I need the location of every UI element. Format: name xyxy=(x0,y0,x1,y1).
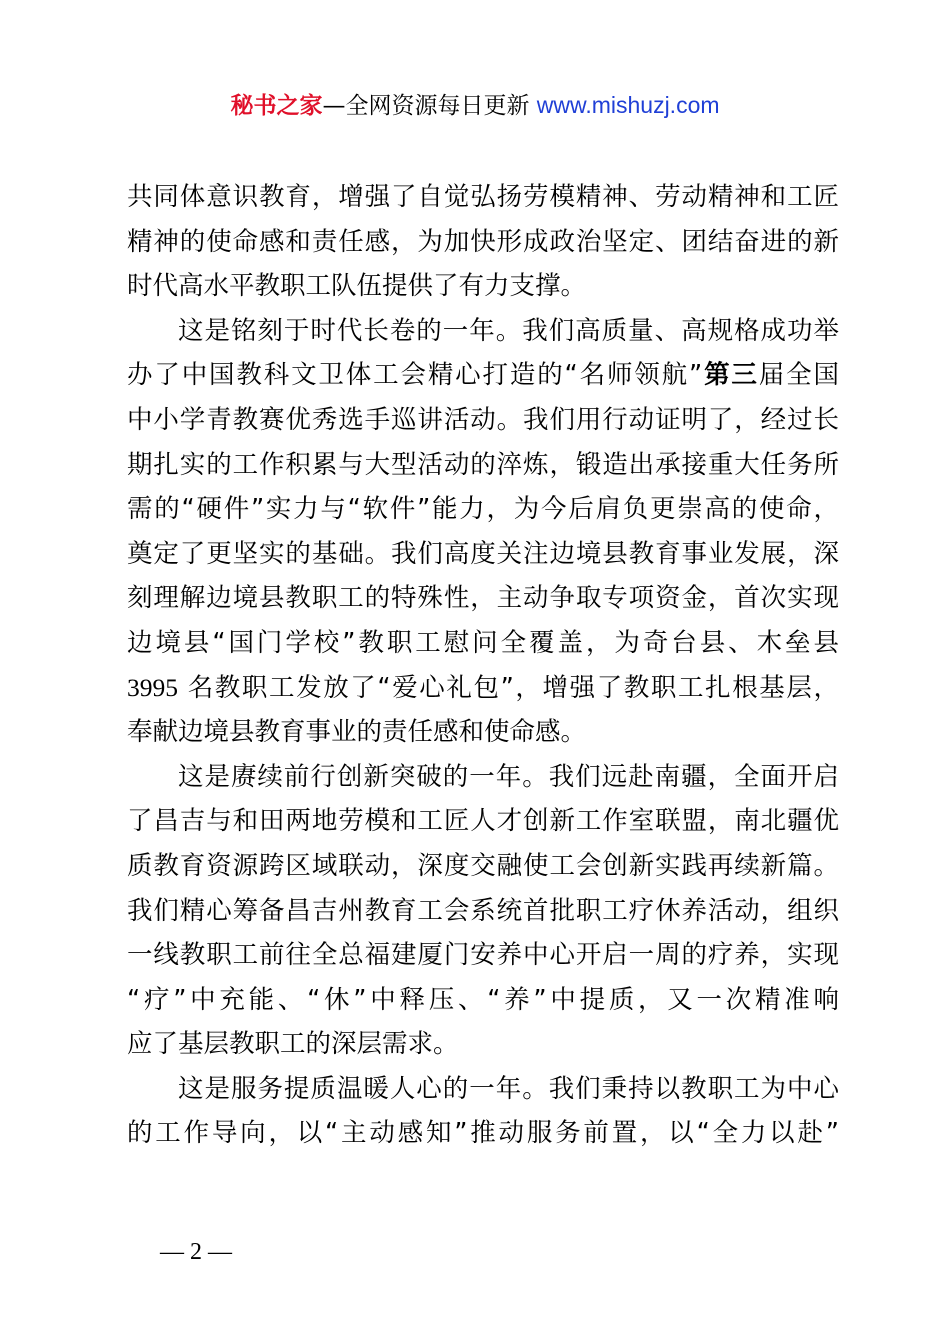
text-line: 奠定了更坚实的基础。我们高度关注边境县教育事业发展，深 xyxy=(127,538,839,569)
text-line: 奉献边境县教育事业的责任感和使命感。 xyxy=(127,717,587,748)
site-url-link[interactable]: www.mishuzj.com xyxy=(536,92,720,118)
paragraph-3 xyxy=(127,755,839,1067)
page-number: — 2 — xyxy=(160,1239,232,1265)
text-line: 这是赓续前行创新突破的一年。我们远赴南疆，全面开启 xyxy=(178,761,839,792)
text-line: 应了基层教职工的深层需求。 xyxy=(127,1029,459,1060)
text-segment: 办了中国教科文卫体工会精心打造的“名师领航” xyxy=(127,360,703,391)
paragraph-4 xyxy=(127,1067,839,1156)
text-line: 边境县“国门学校”教职工慰问全覆盖，为奇台县、木垒县 xyxy=(127,627,839,658)
text-line: 的工作导向，以“主动感知”推动服务前置，以“全力以赴” xyxy=(127,1118,839,1149)
header-tagline: —全网资源每日更新 xyxy=(322,93,537,119)
text-line: 精神的使命感和责任感，为加快形成政治坚定、团结奋进的新 xyxy=(127,226,839,257)
text-line: 期扎实的工作积累与大型活动的淬炼，锻造出承接重大任务所 xyxy=(127,449,839,480)
site-header xyxy=(0,88,950,123)
text-line: “疗”中充能、“休”中释压、“养”中提质，又一次精准响 xyxy=(127,984,839,1015)
text-segment: 名教职工发放了“爱心礼包”，增强了教职工扎根基层， xyxy=(178,672,839,703)
text-line: 这是铭刻于时代长卷的一年。我们高质量、高规格成功举 xyxy=(178,315,839,346)
brand-name: 秘书之家 xyxy=(230,93,323,119)
text-line: 刻理解边境县教职工的特殊性，主动争取专项资金，首次实现 xyxy=(127,583,839,614)
text-line: 中小学青教赛优秀选手巡讲活动。我们用行动证明了，经过长 xyxy=(127,404,839,435)
text-line: 我们精心筹备昌吉州教育工会系统首批职工疗休养活动，组织 xyxy=(127,895,839,926)
text-line: 这是服务提质温暖人心的一年。我们秉持以教职工为中心 xyxy=(178,1073,839,1104)
text-line: 了昌吉与和田两地劳模和工匠人才创新工作室联盟，南北疆优 xyxy=(127,806,839,837)
text-line xyxy=(127,353,839,398)
text-line: 一线教职工前往全总福建厦门安养中心开启一周的疗养，实现 xyxy=(127,940,839,971)
bold-text: 第三 xyxy=(702,360,759,391)
text-segment: 届全国 xyxy=(758,360,839,391)
text-line xyxy=(127,666,839,711)
paragraph-2 xyxy=(127,309,839,755)
document-body xyxy=(127,175,839,1156)
text-line: 需的“硬件”实力与“软件”能力，为今后肩负更崇高的使命， xyxy=(127,494,839,525)
number-text: 3995 xyxy=(127,672,178,702)
text-line: 质教育资源跨区域联动，深度交融使工会创新实践再续新篇。 xyxy=(127,850,839,881)
text-line: 共同体意识教育，增强了自觉弘扬劳模精神、劳动精神和工匠 xyxy=(127,182,839,212)
paragraph-1 xyxy=(127,175,839,309)
text-line: 时代高水平教职工队伍提供了有力支撑。 xyxy=(127,271,587,302)
